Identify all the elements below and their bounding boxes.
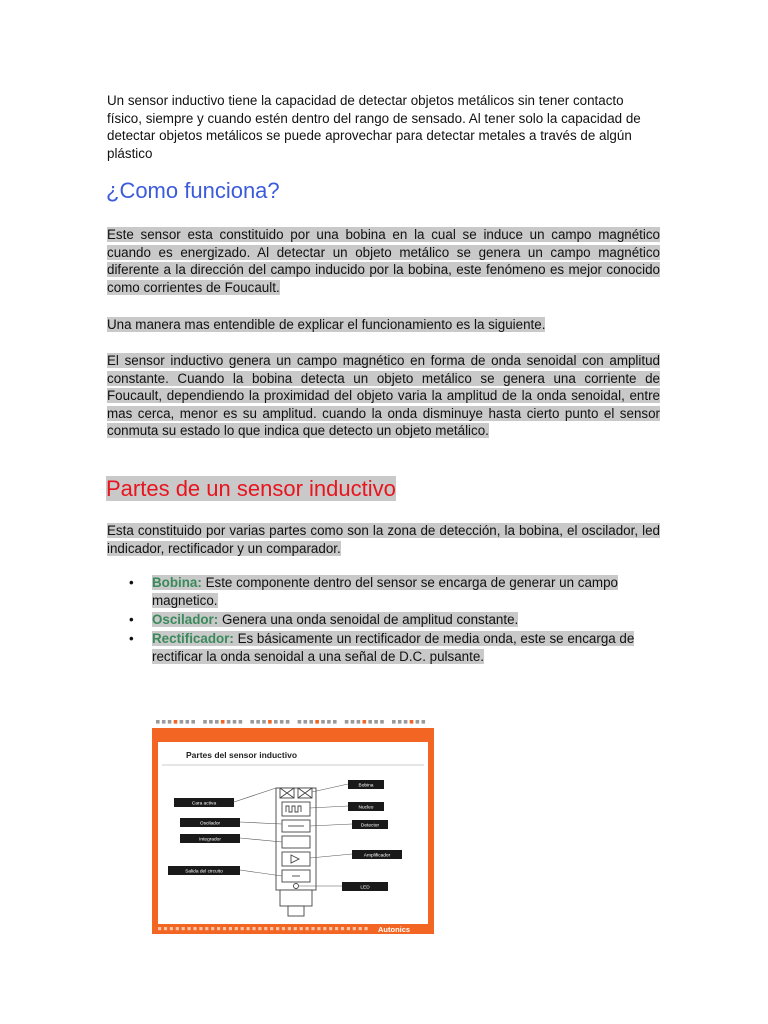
strip-dot (235, 927, 238, 930)
highlighted-text: Esta constituido por varias partes como son la zona de detección, la bobina, el oscilador, led indicador, rectificador y un comparador. (107, 523, 660, 556)
strip-dot (221, 720, 225, 724)
term-bobina: Bobina: (152, 575, 202, 590)
strip-dot (404, 720, 408, 724)
strip-dot (298, 720, 302, 724)
intro-paragraph: Un sensor inductivo tiene la capacidad de detectar objetos metálicos sin tener contacto físico, siempre y cuando estén dentro del rango de sensado. Al tener solo la capacidad de detectar objetos metálicos se puede aprovechar para detectar metales a través de algún plástico (107, 93, 641, 161)
strip-dot (180, 720, 184, 724)
strip-dot (333, 720, 337, 724)
strip-dot (223, 927, 226, 930)
strip-dot (398, 720, 402, 724)
sensor-connector (288, 906, 304, 916)
strip-dot (258, 927, 261, 930)
strip-dot (250, 720, 254, 724)
highlighted-text: Una manera mas entendible de explicar el funcionamiento es la siguiente. (107, 317, 546, 332)
strip-dot (329, 927, 332, 930)
strip-dot (209, 720, 213, 724)
strip-dot (341, 927, 344, 930)
strip-dot (239, 720, 243, 724)
strip-dot (270, 927, 273, 930)
paragraph-onda-senoidal (107, 352, 660, 440)
strip-dot (229, 927, 232, 930)
strip-dot (217, 927, 220, 930)
strip-dot (268, 720, 272, 724)
term-rectificador: Rectificador: (152, 631, 234, 646)
strip-dot (188, 927, 191, 930)
strip-dot (416, 720, 420, 724)
strip-dot (410, 720, 414, 724)
paragraph-partes (107, 522, 660, 557)
strip-dot (215, 720, 219, 724)
strip-dot (174, 720, 178, 724)
strip-dot (280, 720, 284, 724)
strip-dot (357, 720, 361, 724)
strip-dot (327, 720, 331, 724)
strip-dot (294, 927, 297, 930)
strip-dot (205, 927, 208, 930)
strip-dot (363, 720, 367, 724)
strip-dot (315, 720, 319, 724)
strip-dot (170, 927, 173, 930)
strip-dot (264, 927, 267, 930)
strip-dot (191, 720, 195, 724)
led-dot (294, 884, 299, 889)
strip-dot (353, 927, 356, 930)
strip-dot (321, 720, 325, 724)
sensor-body (276, 788, 316, 916)
strip-dot (162, 720, 166, 724)
strip-dot (203, 720, 207, 724)
label-detector: Detector (360, 823, 380, 829)
strip-dot (311, 927, 314, 930)
bullet-marker: • (129, 612, 134, 627)
strip-dot (392, 720, 396, 724)
paragraph-bobina-campo (107, 226, 660, 296)
label-amplificador: Amplificador (363, 853, 391, 859)
label-nucleo: Nucleo (358, 805, 374, 811)
strip-dot (211, 927, 214, 930)
strip-dot (347, 927, 350, 930)
strip-dot (274, 720, 278, 724)
list-item (107, 630, 660, 666)
sensor-cap (280, 890, 312, 906)
highlighted-text: El sensor inductivo genera un campo magnético en forma de onda senoidal con amplitud constante. Cuando la bobina detecta un objeto metálico se genera una corriente de Foucault, dependiendo la proximidad del objeto varia la amplitud de la onda senoidal, entre mas cerca, menor es su amplitud. cuando la onda disminuye hasta cierto punto el sensor conmuta su estado lo que indica que detecto un objeto metálico. (107, 353, 660, 439)
definition-bobina: Este componente dentro del sensor se encarga de generar un campo magnetico. (152, 575, 618, 608)
strip-dot (176, 927, 179, 930)
highlighted-heading: Partes de un sensor inductivo (106, 476, 396, 501)
strip-dot (323, 927, 326, 930)
strip-dot (359, 927, 362, 930)
strip-dot (227, 720, 231, 724)
strip-dot (193, 927, 196, 930)
strip-dot (247, 927, 250, 930)
definition-rectificador: Es básicamente un rectificador de media onda, este se encarga de rectificar la onda senoidal a una señal de D.C. pulsante. (152, 631, 635, 664)
strip-dot (286, 720, 290, 724)
strip-dot (233, 720, 237, 724)
list-item (107, 611, 660, 629)
label-cara-activa: Cara activa (191, 801, 217, 807)
strip-dot (241, 927, 244, 930)
strip-dot (282, 927, 285, 930)
strip-dot (158, 927, 161, 930)
strip-dot (380, 720, 384, 724)
label-salida: Salida del circuito (185, 869, 223, 875)
top-dot-strip (156, 720, 425, 724)
strip-dot (252, 927, 255, 930)
bullet-marker: • (129, 575, 134, 590)
strip-dot (368, 720, 372, 724)
label-bobina: Bobina (358, 783, 374, 789)
sensor-parts-figure (152, 716, 434, 938)
brand-logo-text: Autonics (378, 925, 411, 934)
label-integrador: Integrador (199, 837, 221, 843)
strip-dot (164, 927, 167, 930)
list-item (107, 574, 660, 610)
term-oscilador: Oscilador: (152, 612, 219, 627)
label-led: LED (360, 885, 370, 891)
strip-dot (288, 927, 291, 930)
strip-dot (365, 927, 368, 930)
strip-dot (186, 720, 190, 724)
strip-dot (182, 927, 185, 930)
strip-dot (374, 720, 378, 724)
definition-oscilador: Genera una onda senoidal de amplitud constante. (218, 612, 519, 627)
strip-dot (156, 720, 160, 724)
bullet-marker: • (129, 631, 134, 646)
parts-list (107, 574, 660, 667)
strip-dot (317, 927, 320, 930)
strip-dot (304, 720, 308, 724)
strip-dot (168, 720, 172, 724)
section-heading-como-funciona: ¿Como funciona? (106, 178, 280, 203)
strip-dot (300, 927, 303, 930)
label-oscilador: Oscilador (199, 821, 221, 827)
integrator-block (282, 836, 310, 848)
strip-dot (256, 720, 260, 724)
strip-dot (276, 927, 279, 930)
paragraph-manera-entendible (107, 316, 660, 334)
figure-title: Partes del sensor inductivo (186, 750, 298, 760)
strip-dot (422, 720, 426, 724)
strip-dot (345, 720, 349, 724)
strip-dot (262, 720, 266, 724)
section-heading-partes (106, 476, 396, 502)
strip-dot (306, 927, 309, 930)
highlighted-text: Este sensor esta constituido por una bobina en la cual se induce un campo magnético cuando es energizado. Al detectar un objeto metálico se genera un campo magnético diferente a la dirección del campo inducido por la bobina, este fenómeno es mejor conocido como corrientes de Foucault. (107, 227, 660, 295)
strip-dot (335, 927, 338, 930)
strip-dot (199, 927, 202, 930)
strip-dot (351, 720, 355, 724)
strip-dot (309, 720, 313, 724)
